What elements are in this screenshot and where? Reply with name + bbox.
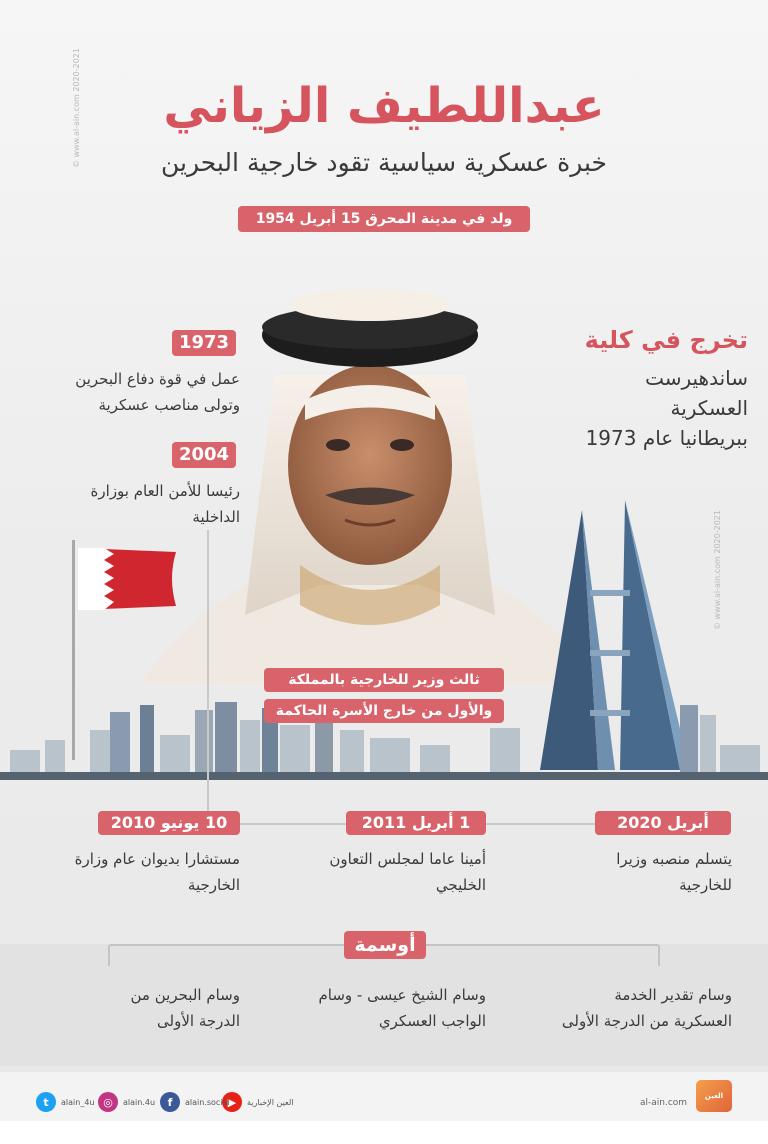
bahrain-flag xyxy=(78,548,176,610)
instagram-icon: ◎ xyxy=(98,1092,118,1112)
subtitle: خبرة عسكرية سياسية تقود خارجية البحرين xyxy=(160,148,608,177)
social-handle: alain.4u xyxy=(123,1097,156,1107)
minister-note-1: ثالث وزير للخارجية بالمملكة xyxy=(264,668,504,692)
youtube-icon: ▶ xyxy=(222,1092,242,1112)
medal-1-line-1: وسام تقدير الخدمة xyxy=(614,986,732,1004)
social-handle: alain.social xyxy=(185,1097,230,1107)
social-twitter[interactable] xyxy=(36,1092,94,1112)
watermark-right: © www.al-ain.com 2020-2021 xyxy=(713,510,722,630)
year-1973-badge: 1973 xyxy=(172,330,236,356)
twitter-icon: t xyxy=(36,1092,56,1112)
medal-3-line-1: وسام البحرين من xyxy=(130,986,240,1004)
event-1973-line-2: وتولى مناصب عسكرية xyxy=(98,396,240,414)
graduation-line-3: ببريطانيا عام 1973 xyxy=(585,426,748,450)
timeline-2010-line-2: الخارجية xyxy=(187,876,240,894)
medal-3-line-2: الدرجة الأولى xyxy=(157,1012,240,1030)
watermark-top: © www.al-ain.com 2020-2021 xyxy=(72,48,81,168)
facebook-icon: f xyxy=(160,1092,180,1112)
connector-line xyxy=(207,530,209,820)
timeline-2020-line-1: يتسلم منصبه وزيرا xyxy=(616,850,732,868)
social-handle: العين الإخبارية xyxy=(247,1097,294,1107)
timeline-2020-line-2: للخارجية xyxy=(679,876,732,894)
graduation-line-2: العسكرية xyxy=(670,396,748,420)
graduation-heading: تخرج في كلية xyxy=(584,326,748,354)
social-youtube[interactable] xyxy=(222,1092,294,1112)
page-title: عبداللطيف الزياني xyxy=(163,78,605,134)
timeline-2010-line-1: مستشارا بديوان عام وزارة xyxy=(74,850,240,868)
timeline-2011-line-2: الخليجي xyxy=(435,876,486,894)
medal-2-line-1: وسام الشيخ عيسى - وسام xyxy=(318,986,486,1004)
medal-2-line-2: الواجب العسكري xyxy=(378,1012,486,1030)
minister-note-2: والأول من خارج الأسرة الحاكمة xyxy=(264,699,504,723)
timeline-2011-line-1: أمينا عاما لمجلس التعاون xyxy=(329,850,486,868)
medals-heading: أوسمة xyxy=(344,931,426,959)
graduation-line-1: ساندهيرست xyxy=(645,366,748,390)
event-1973-line-1: عمل في قوة دفاع البحرين xyxy=(75,370,240,388)
social-handle: alain_4u xyxy=(61,1097,95,1107)
year-2004-badge: 2004 xyxy=(172,442,236,468)
event-2004-line-1: رئيسا للأمن العام بوزارة xyxy=(90,482,240,500)
timeline-date-2010: 10 يونيو 2010 xyxy=(98,811,240,835)
medal-1-line-2: العسكرية من الدرجة الأولى xyxy=(561,1012,732,1030)
site-url[interactable]: al-ain.com xyxy=(640,1098,688,1108)
timeline-date-2020: أبريل 2020 xyxy=(595,811,731,835)
birth-badge: ولد في مدينة المحرق 15 أبريل 1954 xyxy=(238,206,530,232)
alain-logo: العين الإخبارية xyxy=(696,1080,732,1112)
social-instagram[interactable] xyxy=(98,1092,155,1112)
social-facebook[interactable] xyxy=(160,1092,230,1112)
event-2004-line-2: الداخلية xyxy=(192,508,240,526)
timeline-date-2011: 1 أبريل 2011 xyxy=(346,811,486,835)
